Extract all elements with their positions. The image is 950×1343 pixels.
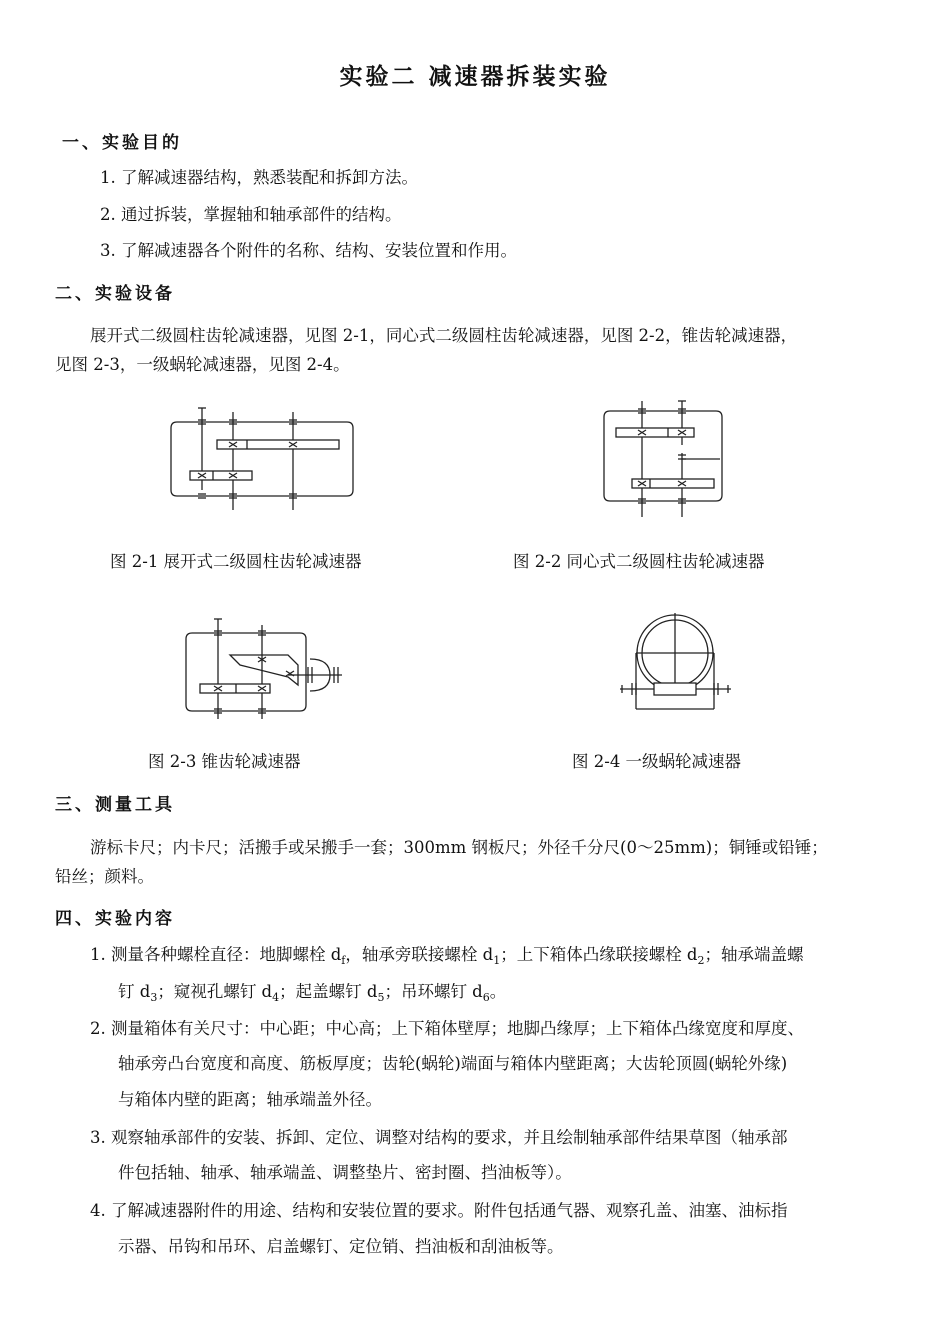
purpose-item-2: 2. 通过拆装，掌握轴和轴承部件的结构。 [100, 205, 402, 224]
figure-2-1-diagram [165, 400, 360, 525]
content-item-2-line-1: 2. 测量箱体有关尺寸：中心距；中心高；上下箱体壁厚；地脚凸缘厚；上下箱体凸缘宽度和厚度、 [90, 1019, 804, 1038]
figure-2-3-diagram [180, 615, 345, 725]
content-item-4-line-1: 4. 了解减速器附件的用途、结构和安装位置的要求。附件包括通气器、观察孔盖、油塞、油标指 [90, 1201, 788, 1220]
worm [654, 683, 696, 695]
figure-2-4-caption: 图 2-4 一级蜗轮减速器 [572, 752, 742, 771]
figure-2-2-diagram [600, 397, 730, 522]
figure-2-2-caption: 图 2-2 同心式二级圆柱齿轮减速器 [513, 552, 765, 571]
figure-2-3-caption: 图 2-3 锥齿轮减速器 [148, 752, 301, 771]
gear-stage-1 [190, 471, 252, 480]
housing-outline [171, 422, 353, 496]
content-item-2-line-2: 轴承旁凸台宽度和高度、筋板厚度；齿轮(蜗轮)端面与箱体内壁距离；大齿轮顶圆(蜗轮外缘) [118, 1054, 788, 1073]
page-title: 实验二 减速器拆装实验 [339, 63, 611, 90]
section-heading-purpose: 一、实验目的 [62, 133, 182, 153]
tools-paragraph-line-2: 铅丝；颜料。 [55, 867, 154, 886]
bevel-gear-pair [230, 655, 298, 685]
section-heading-equipment: 二、实验设备 [55, 284, 175, 304]
section-heading-tools: 三、测量工具 [55, 795, 175, 815]
equipment-paragraph-line-2: 见图 2-3，一级蜗轮减速器，见图 2-4。 [55, 355, 350, 374]
figure-2-1-caption: 图 2-1 展开式二级圆柱齿轮减速器 [110, 552, 362, 571]
figure-2-4-diagram [618, 605, 733, 717]
content-item-2-line-3: 与箱体内壁的距离；轴承端盖外径。 [118, 1090, 382, 1109]
purpose-item-3: 3. 了解减速器各个附件的名称、结构、安装位置和作用。 [100, 241, 517, 260]
purpose-item-1: 1. 了解减速器结构，熟悉装配和拆卸方法。 [100, 168, 418, 187]
content-item-3-line-2: 件包括轴、轴承、轴承端盖、调整垫片、密封圈、挡油板等）。 [118, 1163, 572, 1182]
section-heading-content: 四、实验内容 [55, 909, 175, 929]
gear-stage-2 [217, 440, 339, 449]
gear-stage-2 [200, 684, 270, 693]
content-item-4-line-2: 示器、吊钩和吊环、启盖螺钉、定位销、挡油板和刮油板等。 [118, 1237, 564, 1256]
content-item-1-line-1: 1. 测量各种螺栓直径：地脚螺栓 $d_f$，轴承旁联接螺栓 $d_1$；上下箱体凸缘联接螺栓 $d_2$；轴承端盖螺 [90, 945, 804, 967]
tools-paragraph-line-1: 游标卡尺；内卡尺；活搬手或呆搬手一套；300mm 钢板尺；外径千分尺(0～25mm)；铜锤或铅锤； [90, 838, 828, 857]
content-item-3-line-1: 3. 观察轴承部件的安装、拆卸、定位、调整对结构的要求，并且绘制轴承部件结果草图（轴承部 [90, 1128, 788, 1147]
content-item-1-line-2: 钉 $d_3$；窥视孔螺钉 $d_4$；起盖螺钉 $d_5$；吊环螺钉 $d_6$。 [118, 982, 507, 1004]
equipment-paragraph-line-1: 展开式二级圆柱齿轮减速器，见图 2-1，同心式二级圆柱齿轮减速器，见图 2-2，锥齿轮减速器， [90, 326, 798, 345]
gear-stage-2 [632, 479, 714, 488]
